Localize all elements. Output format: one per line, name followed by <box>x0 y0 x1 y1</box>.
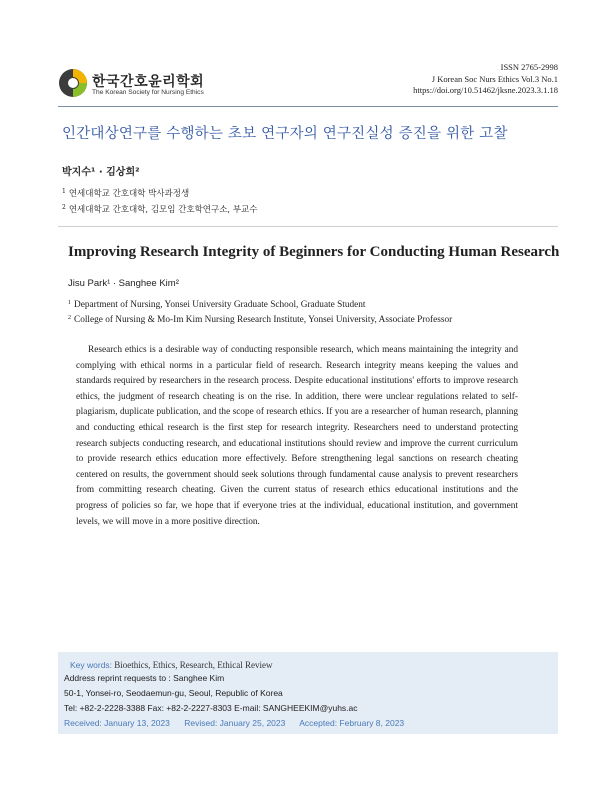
title-korean: 인간대상연구를 수행하는 초보 연구자의 연구진실성 증진을 위한 고찰 <box>62 126 508 142</box>
affiliation-text: 연세대학교 간호대학, 김모임 간호학연구소, 부교수 <box>68 205 258 215</box>
affiliation-text: 연세대학교 간호대학 박사과정생 <box>68 189 190 199</box>
contact-line: Tel: +82-2-2228-3388 Fax: +82-2-2227-8303 E-mail: SANGHEEKIM@yuhs.ac <box>64 703 358 713</box>
correspondence-address: 50-1, Yonsei-ro, Seodaemun-gu, Seoul, Republic of Korea <box>64 688 283 698</box>
affiliation-text: College of Nursing & Mo-Im Kim Nursing Research Institute, Yonsei University, Associate Professor <box>74 315 453 325</box>
society-logo <box>58 66 268 102</box>
society-name-korean: 한국간호윤리학회 <box>92 74 205 90</box>
affiliation-mark: 1 <box>68 300 71 306</box>
affiliation-mark: 1 <box>62 188 66 195</box>
society-emblem-icon <box>58 68 88 98</box>
affiliation-english-2 <box>68 315 452 325</box>
keywords-line <box>70 660 273 670</box>
journal-citation: J Korean Soc Nurs Ethics Vol.3 No.1 <box>431 73 558 84</box>
accepted-date: Accepted: February 8, 2023 <box>299 718 405 728</box>
society-name-english: The Korean Society for Nursing Ethics <box>92 89 204 96</box>
authors-korean: 박지수¹ · 김상희² <box>62 167 140 178</box>
title-english: Improving Research Integrity of Beginners for Conducting Human Research <box>68 244 560 260</box>
issn: ISSN 2765-2998 <box>500 62 558 72</box>
correspondence-box <box>58 652 558 734</box>
keywords-label: Key words: <box>70 660 113 670</box>
received-date: Received: January 13, 2023 <box>64 718 170 728</box>
abstract: Research ethics is a desirable way of conducting responsible research, which means maintaining the integrity and complying with ethical norms in a particular field of research. Research integrity means keeping the values and standards required by researchers in the research process. Despite educational institutions' efforts to improve research ethics, the judgment of research cheating is on the rise. In addition, there were unclear regulations related to self-plagiarism, duplicate publication, and the scope of research ethics. If you are a researcher of human research, planning and conducting ethical research is the first step for research integrity. Researchers need to understand protecting research subjects conducting research, and educational institutions should review and improve the current curriculum to provide research ethics education more effectively. Before strengthening legal sanctions on research cheating centered on results, the government should seek solutions through fundamental cause analysis to prevent researchers from committing research cheating. Given the current status of research ethics educational institutions and the progress of policies so far, we hope that if everyone tries at the individual, educational institution, and government levels, we will move in a more positive direction. <box>76 345 518 527</box>
article-dates <box>64 718 416 728</box>
doi-link[interactable]: https://doi.org/10.51462/jksne.2023.3.1.18 <box>413 85 558 95</box>
section-divider <box>58 226 558 227</box>
affiliation-mark: 2 <box>62 204 66 211</box>
affiliation-korean-1 <box>62 187 189 199</box>
journal-meta <box>413 62 558 97</box>
authors-english: Jisu Park¹ · Sanghee Kim² <box>68 278 179 289</box>
affiliation-english-1 <box>68 300 366 310</box>
affiliation-korean-2 <box>62 203 257 215</box>
keywords: Bioethics, Ethics, Research, Ethical Review <box>114 660 273 670</box>
affiliation-mark: 2 <box>68 315 71 321</box>
reprint-request: Address reprint requests to : Sanghee Kim <box>64 673 225 683</box>
revised-date: Revised: January 25, 2023 <box>184 718 286 728</box>
affiliation-text: Department of Nursing, Yonsei University Graduate School, Graduate Student <box>74 300 366 310</box>
header-divider <box>58 106 558 107</box>
